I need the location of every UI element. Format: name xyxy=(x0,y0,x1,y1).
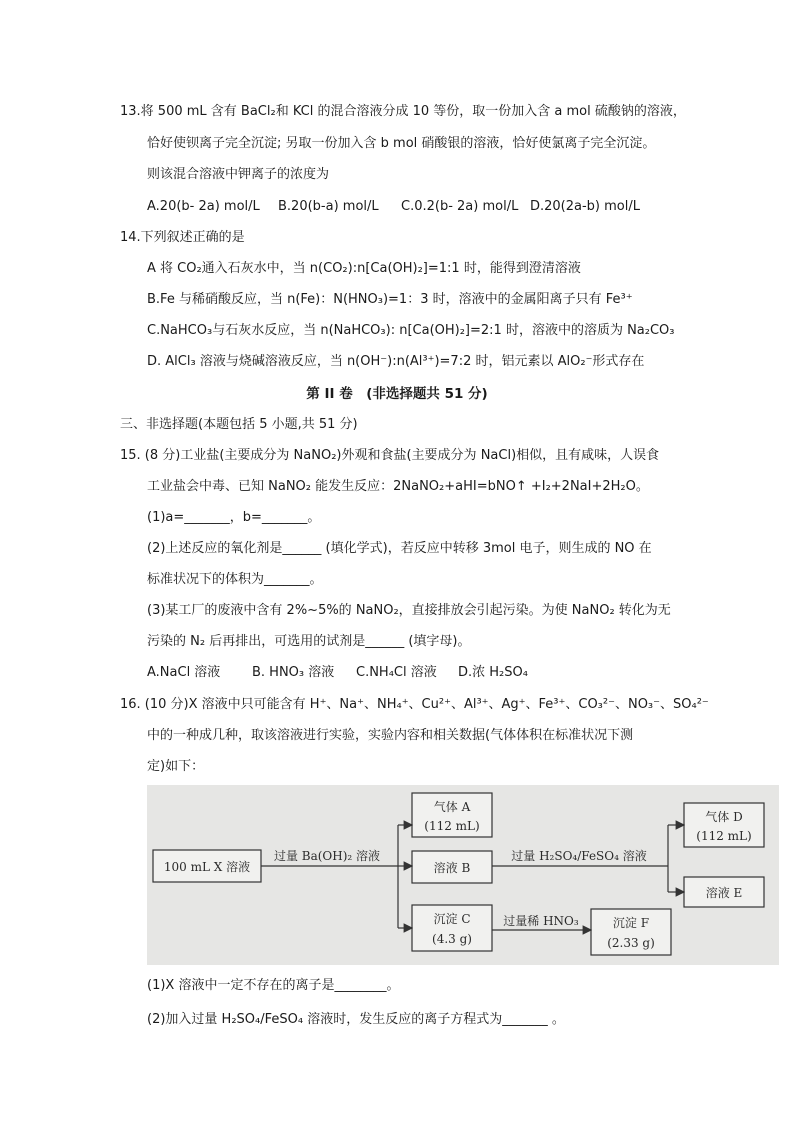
label-reagent-3: 过量稀 HNO₃ xyxy=(503,914,579,928)
q16-line2: 中的一种成几种，取该溶液进行实验，实验内容和相关数据(气体体积在标准状况下测 xyxy=(147,728,634,743)
q15-part3-line1: (3)某工厂的废液中含有 2%~5%的 NaNO₂，直接排放会引起污染。为使 NaNO₂ 转化为无 xyxy=(147,603,671,618)
q13-option-a: A.20(b- 2a) mol/L xyxy=(147,199,260,214)
q14-option-c: C.NaHCO₃与石灰水反应，当 n(NaHCO₃): n[Ca(OH)₂]=2:1 时，溶液中的溶质为 Na₂CO₃ xyxy=(147,323,675,338)
q15-part2-line1: (2)上述反应的氧化剂是______ (填化学式)，若反应中转移 3mol 电子，则生成的 NO 在 xyxy=(147,541,652,556)
section-heading: 三、非选择题(本题包括 5 小题,共 51 分) xyxy=(120,417,358,432)
q15-line2: 工业盐会中毒、已知 NaNO₂ 能发生反应：2NaNO₂+aHI=bNO↑ +I₂+2NaI+2H₂O。 xyxy=(147,479,649,494)
label-gas-d-volume: (112 mL) xyxy=(696,829,752,843)
label-reagent-1: 过量 Ba(OH)₂ 溶液 xyxy=(273,849,381,863)
q14-stem: 14.下列叙述正确的是 xyxy=(120,230,245,245)
q16-line3: 定)如下： xyxy=(147,759,205,774)
q13-option-c: C.0.2(b- 2a) mol/L xyxy=(401,199,519,214)
q14-option-d: D. AlCl₃ 溶液与烧碱溶液反应，当 n(OH⁻):n(Al³⁺)=7:2 时，铝元素以 AlO₂⁻形式存在 xyxy=(147,354,645,369)
label-precipitate-c-mass: (4.3 g) xyxy=(432,932,472,946)
q14-option-b: B.Fe 与稀硝酸反应，当 n(Fe)：N(HNO₃)=1：3 时，溶液中的金属阳离子只有 Fe³⁺ xyxy=(147,292,633,307)
label-solution-b: 溶液 B xyxy=(433,861,471,875)
experiment-flowchart xyxy=(147,785,779,965)
label-gas-a: 气体 A xyxy=(433,800,471,814)
q15-part3-line2: 污染的 N₂ 后再排出，可选用的试剂是______ (填字母)。 xyxy=(147,634,471,649)
q15-line1: 15. (8 分)工业盐(主要成分为 NaNO₂)外观和食盐(主要成分为 NaCl)相似，且有咸味，人误食 xyxy=(120,448,660,463)
q13-option-b: B.20(b-a) mol/L xyxy=(278,199,379,214)
q15-option-d: D.浓 H₂SO₄ xyxy=(458,665,528,680)
label-gas-d: 气体 D xyxy=(705,810,743,824)
flowchart-svg xyxy=(147,785,779,965)
q13-line2: 恰好使钡离子完全沉淀; 另取一份加入含 b mol 硝酸银的溶液，恰好使氯离子完全沉淀。 xyxy=(147,136,656,151)
label-solution-e: 溶液 E xyxy=(705,886,743,900)
label-gas-a-volume: (112 mL) xyxy=(424,819,480,833)
q13-line1: 13.将 500 mL 含有 BaCl₂和 KCl 的混合溶液分成 10 等份，取一份加入含 a mol 硫酸钠的溶液， xyxy=(120,104,686,119)
q14-option-a: A 将 CO₂通入石灰水中，当 n(CO₂):n[Ca(OH)₂]=1:1 时，能得到澄清溶液 xyxy=(147,261,581,276)
q16-part1: (1)X 溶液中一定不存在的离子是________。 xyxy=(147,978,400,993)
q13-option-d: D.20(2a-b) mol/L xyxy=(530,199,640,214)
q15-part2-line2: 标准状况下的体积为_______。 xyxy=(147,572,323,587)
q15-option-b: B. HNO₃ 溶液 xyxy=(252,665,335,680)
q15-option-a: A.NaCl 溶液 xyxy=(147,665,221,680)
label-precipitate-f: 沉淀 F xyxy=(612,916,650,930)
q15-part1: (1)a=_______，b=_______。 xyxy=(147,510,321,525)
q16-part2: (2)加入过量 H₂SO₄/FeSO₄ 溶液时，发生反应的离子方程式为_______ 。 xyxy=(147,1012,565,1027)
label-start: 100 mL X 溶液 xyxy=(163,860,251,874)
q13-line3: 则该混合溶液中钾离子的浓度为 xyxy=(147,167,330,182)
label-precipitate-c: 沉淀 C xyxy=(433,912,471,926)
q16-line1: 16. (10 分)X 溶液中只可能含有 H⁺、Na⁺、NH₄⁺、Cu²⁺、Al³⁺、Ag⁺、Fe³⁺、CO₃²⁻、NO₃⁻、SO₄²⁻ xyxy=(120,697,709,712)
section-title: 第 II 卷 (非选择题共 51 分) xyxy=(306,386,488,402)
label-precipitate-f-mass: (2.33 g) xyxy=(607,936,655,950)
q15-option-c: C.NH₄Cl 溶液 xyxy=(356,665,437,680)
label-reagent-2: 过量 H₂SO₄/FeSO₄ 溶液 xyxy=(511,849,647,863)
